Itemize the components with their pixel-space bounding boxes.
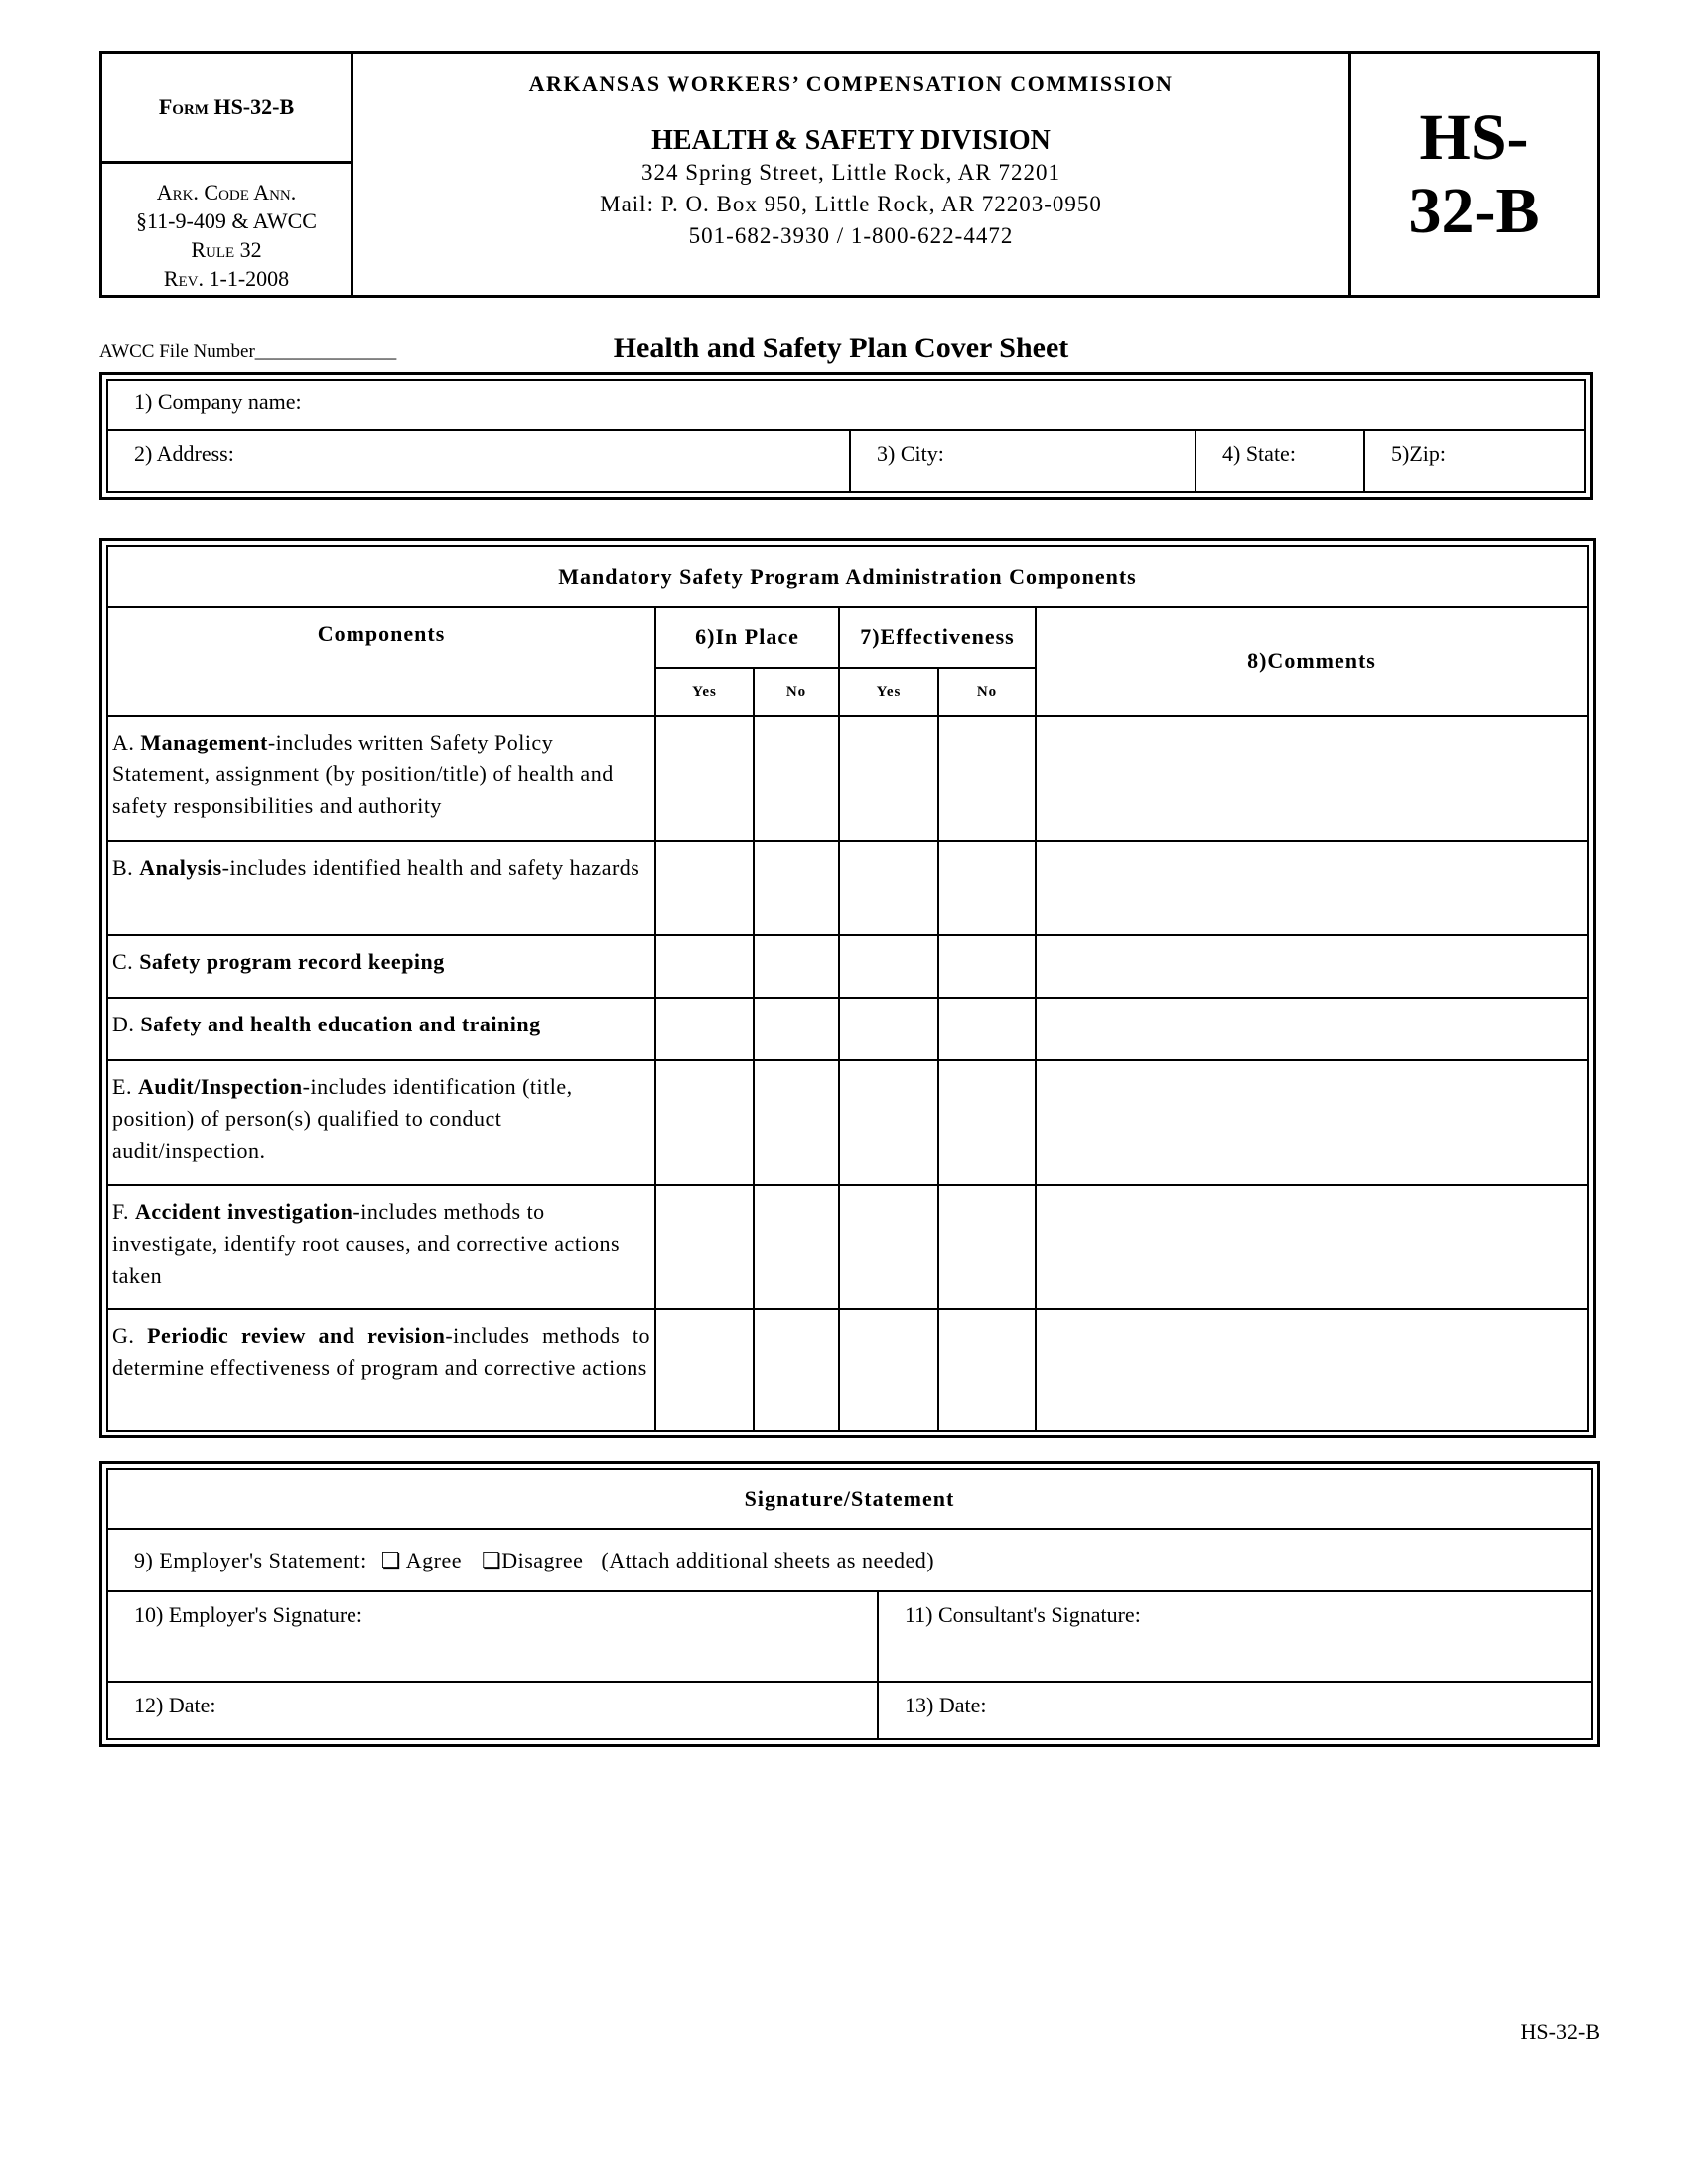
page-title: Health and Safety Plan Cover Sheet (613, 332, 1069, 364)
code-line: Ark. Code Ann. (156, 180, 297, 205)
components-title: Mandatory Safety Program Administration Components (107, 546, 1588, 607)
in-place-no-cell[interactable] (754, 998, 839, 1060)
commission-name: ARKANSAS WORKERS’ COMPENSATION COMMISSION (528, 71, 1174, 96)
col-effectiveness: 7)Effectiveness (839, 607, 1036, 668)
street-address: 324 Spring Street, Little Rock, AR 72201 (640, 160, 1061, 185)
attach-note: (Attach additional sheets as needed) (601, 1547, 935, 1572)
in-place-yes-cell[interactable] (655, 1185, 754, 1309)
comments-cell[interactable] (1036, 1309, 1588, 1431)
employer-statement (107, 1529, 1592, 1591)
code-line: Rule 32 (191, 237, 262, 262)
address-field[interactable]: 2) Address: (107, 430, 850, 492)
in-place-no-cell[interactable] (754, 935, 839, 998)
form-code (1348, 54, 1597, 295)
table-row (107, 1060, 1588, 1185)
table-row (107, 1185, 1588, 1309)
agree-checkbox[interactable]: ❏ (380, 1547, 401, 1572)
effectiveness-no-cell[interactable] (938, 841, 1036, 935)
company-info-section (99, 372, 1593, 500)
consultant-date-field[interactable]: 13) Date: (878, 1682, 1592, 1739)
code-line: §11-9-409 & AWCC (136, 208, 317, 233)
city-field[interactable]: 3) City: (850, 430, 1196, 492)
effectiveness-yes-cell[interactable] (839, 841, 938, 935)
disagree-label: Disagree (501, 1547, 584, 1572)
employer-signature-field[interactable]: 10) Employer's Signature: (107, 1591, 878, 1682)
in-place-yes-header: Yes (655, 668, 754, 716)
in-place-yes-cell[interactable] (655, 841, 754, 935)
component-label: G. Periodic review and revision-includes methods to determine effectiveness of program and corrective actions (107, 1309, 655, 1431)
table-row (107, 716, 1588, 841)
division-name: HEALTH & SAFETY DIVISION (651, 125, 1051, 156)
mail-address: Mail: P. O. Box 950, Little Rock, AR 72203-0950 (600, 192, 1102, 216)
employer-date-field[interactable]: 12) Date: (107, 1682, 878, 1739)
comments-cell[interactable] (1036, 998, 1588, 1060)
signature-title: Signature/Statement (107, 1469, 1592, 1529)
components-section (99, 538, 1596, 1438)
table-row (107, 841, 1588, 935)
effectiveness-yes-cell[interactable] (839, 1185, 938, 1309)
code-line: Rev. 1-1-2008 (163, 266, 290, 291)
effectiveness-no-header: No (938, 668, 1036, 716)
form-code-line: 32-B (1408, 174, 1540, 247)
component-label: A. Management-includes written Safety Policy Statement, assignment (by position/title) of health and safety responsibilities and authority (107, 716, 655, 841)
in-place-yes-cell[interactable] (655, 1060, 754, 1185)
component-label: F. Accident investigation-includes methods to investigate, identify root causes, and corrective actions taken (107, 1185, 655, 1309)
col-comments: 8)Comments (1036, 607, 1588, 716)
comments-cell[interactable] (1036, 716, 1588, 841)
phone-numbers: 501-682-3930 / 1-800-622-4472 (688, 223, 1014, 248)
form-header (99, 51, 1600, 298)
state-field[interactable]: 4) State: (1196, 430, 1364, 492)
in-place-yes-cell[interactable] (655, 935, 754, 998)
col-components: Components (107, 607, 655, 716)
comments-cell[interactable] (1036, 935, 1588, 998)
component-label: D. Safety and health education and training (107, 998, 655, 1060)
in-place-no-cell[interactable] (754, 841, 839, 935)
effectiveness-yes-cell[interactable] (839, 998, 938, 1060)
company-name-field[interactable]: 1) Company name: (107, 380, 1585, 430)
comments-cell[interactable] (1036, 1185, 1588, 1309)
effectiveness-no-cell[interactable] (938, 1060, 1036, 1185)
effectiveness-yes-header: Yes (839, 668, 938, 716)
comments-cell[interactable] (1036, 1060, 1588, 1185)
table-row (107, 998, 1588, 1060)
agree-label: Agree (405, 1547, 462, 1572)
component-label: C. Safety program record keeping (107, 935, 655, 998)
footer-form-code: HS-32-B (1520, 2019, 1600, 2044)
in-place-no-header: No (754, 668, 839, 716)
table-row (107, 935, 1588, 998)
file-number-field[interactable]: AWCC File Number_______________ (99, 341, 397, 362)
code-reference (102, 164, 351, 293)
disagree-checkbox[interactable]: ❏ (481, 1547, 502, 1572)
consultant-signature-field[interactable]: 11) Consultant's Signature: (878, 1591, 1592, 1682)
table-row (107, 1309, 1588, 1431)
comments-cell[interactable] (1036, 841, 1588, 935)
effectiveness-yes-cell[interactable] (839, 1060, 938, 1185)
component-label: E. Audit/Inspection-includes identification (title, position) of person(s) qualified to conduct audit/inspection. (107, 1060, 655, 1185)
effectiveness-yes-cell[interactable] (839, 716, 938, 841)
in-place-yes-cell[interactable] (655, 716, 754, 841)
in-place-yes-cell[interactable] (655, 1309, 754, 1431)
in-place-yes-cell[interactable] (655, 998, 754, 1060)
form-code-line: HS- (1419, 100, 1529, 174)
effectiveness-no-cell[interactable] (938, 998, 1036, 1060)
in-place-no-cell[interactable] (754, 1185, 839, 1309)
zip-field[interactable]: 5)Zip: (1364, 430, 1585, 492)
in-place-no-cell[interactable] (754, 1060, 839, 1185)
in-place-no-cell[interactable] (754, 716, 839, 841)
signature-section (99, 1461, 1600, 1747)
effectiveness-no-cell[interactable] (938, 935, 1036, 998)
effectiveness-yes-cell[interactable] (839, 935, 938, 998)
effectiveness-no-cell[interactable] (938, 1309, 1036, 1431)
statement-label: 9) Employer's Statement: (134, 1547, 367, 1572)
in-place-no-cell[interactable] (754, 1309, 839, 1431)
component-label: B. Analysis-includes identified health and safety hazards (107, 841, 655, 935)
effectiveness-no-cell[interactable] (938, 716, 1036, 841)
col-in-place: 6)In Place (655, 607, 839, 668)
effectiveness-no-cell[interactable] (938, 1185, 1036, 1309)
effectiveness-yes-cell[interactable] (839, 1309, 938, 1431)
form-label: Form HS-32-B (102, 54, 351, 164)
